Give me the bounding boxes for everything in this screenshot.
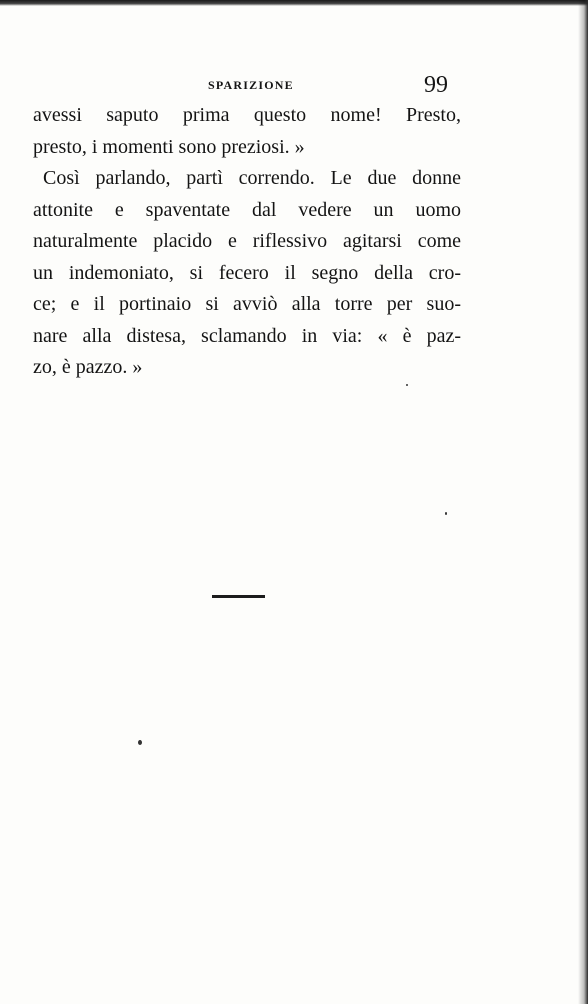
text-line: presto, i momenti sono preziosi. » [33,135,305,158]
ink-speck [445,512,447,515]
text-line: zo, è pazzo. » [33,356,143,378]
text-line: attonite e spaventate dal vedere un uomo [33,198,461,221]
running-head [0,72,520,98]
text-line: naturalmente placido e riflessivo agitarsi come [33,230,461,252]
text-line: nare alla distesa, sclamando in via: « è paz- [33,324,461,347]
chapter-title: SPARIZIONE [208,78,294,92]
ink-speck [406,384,408,386]
page-gutter-shadow [578,0,588,1004]
paragraph-block [33,100,461,384]
text-line: avessi saputo prima questo nome! Presto, [33,104,461,126]
ink-speck [138,740,142,745]
text-line: Così parlando, partì correndo. Le due donne [43,167,461,189]
page-number: 99 [424,72,448,98]
text-line: ce; e il portinaio si avviò alla torre per suo- [33,293,461,315]
section-end-rule [212,595,265,598]
page-top-shadow [0,0,588,6]
text-line: un indemoniato, si fecero il segno della cro- [33,261,461,284]
